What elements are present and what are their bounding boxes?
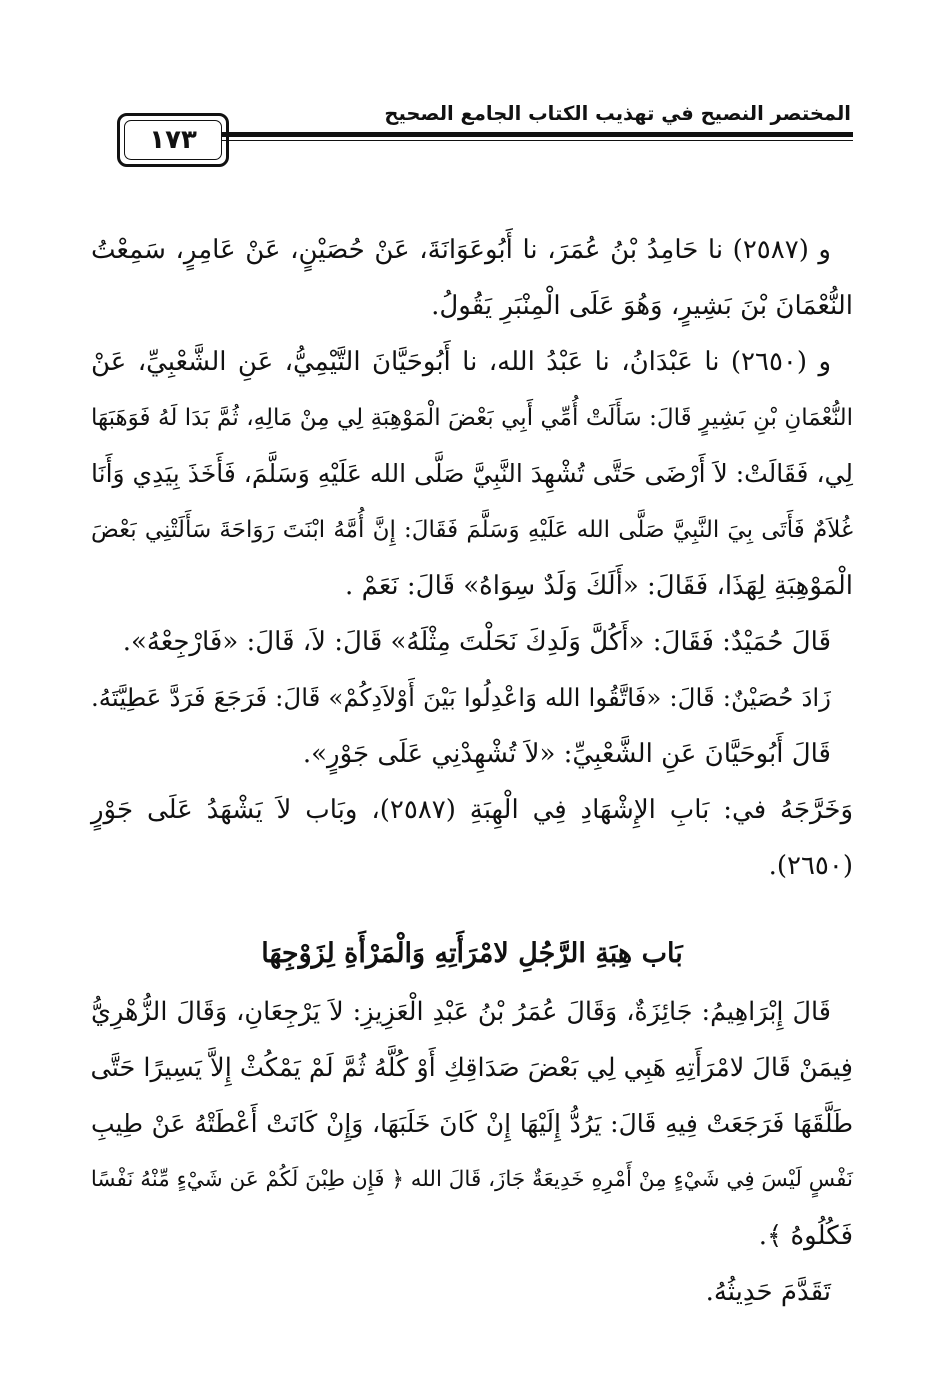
text-line: الْمَوْهِبَةِ لِهَذَا، فَقَالَ: «أَلَكَ وَلَدٌ سِوَاهُ» قَالَ: نَعَمْ .	[345, 571, 853, 601]
text-line: قَالَ إِبْرَاهِيمُ: جَائِزَةٌ، وَقَالَ عُمَرُ بْنُ عَبْدِ الْعَزِيزِ: لاَ يَرْجِعَانِ، وَقَالَ الزُّهْرِيُّ	[91, 997, 831, 1027]
text-line: و (٢٦٥٠) نا عَبْدَانُ، نا عَبْدُ الله، نا أَبُوحَيَّانَ التَّيْمِيُّ، عَنِ الشَّعْبِيِّ، عَنْ	[91, 347, 831, 377]
text-line: زَادَ حُصَيْنٌ: قَالَ: «فَاتَّقُوا الله وَاعْدِلُوا بَيْنَ أَوْلاَدِكُمْ» قَالَ: فَرَجَعَ فَرَدَّ عَطِيَّتَهُ.	[91, 683, 831, 712]
header-rule	[222, 132, 853, 137]
text-line: فِيمَنْ قَالَ لامْرَأَتِهِ هَبِي لِي بَعْضَ صَدَاقِكِ أَوْ كُلَّهُ ثُمَّ لَمْ يَمْكُثْ إِلاَّ يَسِيرًا حَتَّى	[90, 1053, 853, 1083]
chapter-title: بَاب هِبَةِ الرَّجُلِ لامْرَأَتِهِ وَالْمَرْأَةِ لِزَوْجِهَا	[261, 938, 683, 969]
text-line: نَفْسٍ لَيْسَ فِي شَيْءٍ مِنْ أَمْرِهِ خَدِيعَةٌ جَازَ، قَالَ الله ﴿ فَإِن طِبْنَ لَكُمْ عَن شَيْءٍ مِّنْهُ نَفْسًا	[90, 1167, 853, 1192]
text-line: النُّعْمَانَ بْنَ بَشِيرٍ، وَهُوَ عَلَى الْمِنْبَرِ يَقُولُ.	[431, 291, 853, 321]
text-line: و (٢٥٨٧) نا حَامِدُ بْنُ عُمَرَ، نا أَبُوعَوَانَةَ، عَنْ حُصَيْنٍ، عَنْ عَامِرٍ، سَمِعْتُ	[91, 235, 831, 265]
body-text	[91, 222, 853, 1320]
text-line: فَكُلُوهُ ﴾.	[758, 1221, 853, 1251]
page-number: ١٧٣	[149, 125, 197, 155]
text-line: تَقَدَّمَ حَدِيثُهُ.	[705, 1277, 831, 1307]
header-rule-thin	[222, 140, 853, 141]
page-number-frame	[117, 113, 229, 167]
text-line: غُلاَمٌ فَأَتَى بِيَ النَّبِيَّ صَلَّى الله عَلَيْهِ وَسَلَّمَ فَقَالَ: إِنَّ أُمَّهُ ابْنَتَ رَوَاحَةَ سَأَلَتْنِي بَعْضَ	[91, 517, 853, 543]
text-line: (٢٦٥٠).	[768, 851, 853, 881]
text-line: النُّعْمَانِ بْنِ بَشِيرٍ قَالَ: سَأَلَتْ أُمِّي أَبِي بَعْضَ الْمَوْهِبَةِ لِي مِنْ مَالِهِ، ثُمَّ بَدَا لَهُ فَوَهَبَهَا	[91, 405, 853, 431]
section-gap	[91, 894, 853, 924]
text-line: قَالَ أَبُوحَيَّانَ عَنِ الشَّعْبِيِّ: «لاَ تُشْهِدْنِي عَلَى جَوْرٍ».	[302, 739, 831, 769]
text-line: قَالَ حُمَيْدٌ: فَقَالَ: «أَكُلَّ وَلَدِكَ نَحَلْتَ مِثْلَهُ» قَالَ: لاَ، قَالَ: «فَارْجِعْهُ».	[122, 627, 831, 657]
text-line: وَخَرَّجَهُ في: بَابِ الإِشْهَادِ فِي الْهِبَةِ (٢٥٨٧)، وبَاب لاَ يَشْهَدُ عَلَى جَوْرٍ	[91, 795, 854, 825]
running-title: المختصر النصيح في تهذيب الكتاب الجامع الصحيح	[384, 102, 851, 125]
text-line: لِي، فَقَالَتْ: لاَ أَرْضَى حَتَّى تُشْهِدَ النَّبِيَّ صَلَّى الله عَلَيْهِ وَسَلَّمَ، فَأَخَذَ بِيَدِي وَأَنَا	[91, 459, 853, 488]
text-line: طَلَّقَهَا فَرَجَعَتْ فِيهِ قَالَ: يَرُدُّ إِلَيْهَا إِنْ كَانَ خَلَبَهَا، وَإِنْ كَانَتْ أَعْطَتْهُ عَنْ طِيبِ	[91, 1109, 853, 1138]
